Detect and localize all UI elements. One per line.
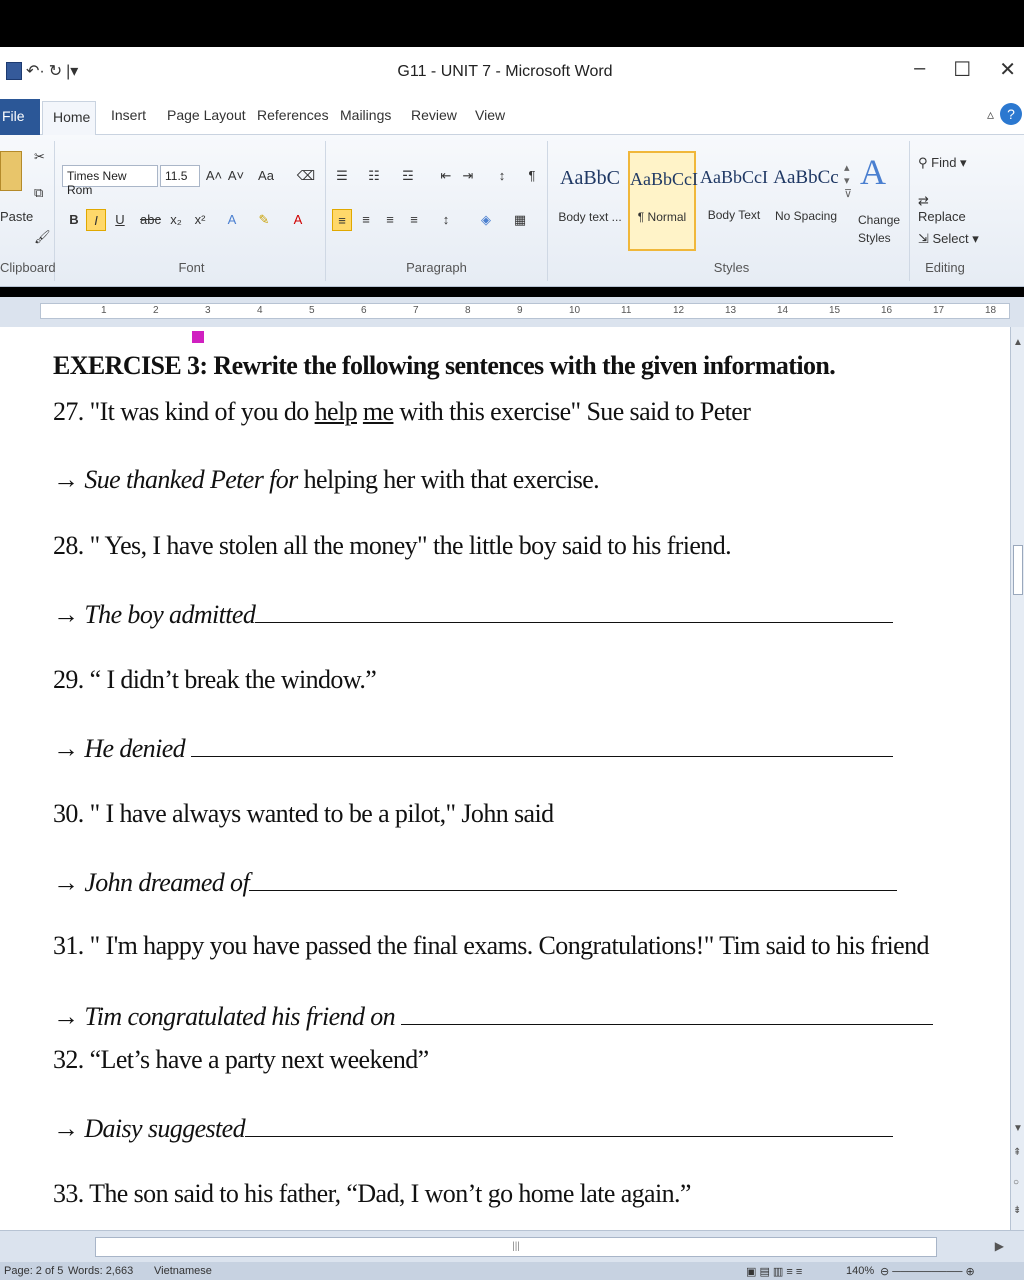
question-27: [53, 397, 750, 427]
style-body-text-1[interactable]: [556, 151, 624, 251]
select-icon: ⇲: [918, 231, 933, 246]
maximize-icon[interactable]: ☐: [953, 59, 972, 81]
clear-formatting-icon[interactable]: ⌫: [296, 168, 316, 183]
ruler-number: 11: [621, 305, 632, 316]
style-name: No Spacing: [774, 209, 838, 223]
previous-page-icon[interactable]: ⇞: [1013, 1147, 1022, 1158]
style-sample: AaBbCcI: [630, 169, 698, 189]
horizontal-ruler[interactable]: [0, 297, 1024, 327]
decrease-indent-icon[interactable]: ⇤: [440, 168, 452, 183]
browse-object-icon[interactable]: ○: [1013, 1177, 1020, 1188]
tab-references[interactable]: References: [257, 107, 329, 123]
group-font: [58, 141, 326, 281]
ribbon: [0, 135, 1024, 287]
styles-scroll-icon[interactable]: ▴ ▾ ⊽: [844, 162, 853, 200]
line-spacing-icon[interactable]: ↕: [442, 212, 450, 227]
borders-icon[interactable]: ▦: [513, 212, 527, 227]
editing-group-label: Editing: [925, 260, 965, 275]
arrow-icon: →: [53, 734, 79, 763]
style-name: Body Text: [707, 208, 761, 222]
increase-indent-icon[interactable]: ⇥: [462, 168, 474, 183]
styles-group-label: Styles: [713, 260, 750, 275]
ruler-number: 15: [829, 305, 841, 316]
binoculars-icon: ⚲: [918, 155, 932, 170]
ruler-number: 12: [673, 305, 685, 316]
view-buttons-icon[interactable]: ▣ ▤ ▥ ≡ ≡: [746, 1266, 803, 1278]
ruler-number: 13: [725, 305, 737, 316]
close-icon[interactable]: ✕: [999, 59, 1016, 81]
tab-view[interactable]: View: [475, 107, 506, 123]
answer-29-prompt: He denied: [84, 734, 186, 763]
q27-text-pre: 27. "It was kind of you do: [53, 397, 315, 426]
answer-28: [53, 597, 893, 630]
underline-icon[interactable]: U: [115, 212, 125, 227]
show-formatting-icon[interactable]: ¶: [528, 168, 536, 183]
paste-icon[interactable]: [0, 151, 22, 191]
status-page[interactable]: Page: 2 of 5: [4, 1265, 64, 1277]
highlight-icon[interactable]: ✎: [258, 212, 270, 227]
sort-icon[interactable]: ↕: [498, 168, 506, 183]
paste-label[interactable]: Paste: [0, 209, 34, 224]
bullets-icon[interactable]: ☰: [336, 168, 348, 183]
arrow-icon: →: [53, 1002, 79, 1031]
numbering-icon[interactable]: ☷: [368, 168, 380, 183]
replace-icon: ⇄: [918, 193, 929, 208]
change-styles-icon[interactable]: A: [860, 152, 886, 192]
shrink-font-icon[interactable]: A˅: [227, 168, 245, 183]
align-right-icon[interactable]: ≡: [386, 212, 394, 227]
bold-icon[interactable]: B: [69, 212, 79, 227]
ruler-number: 10: [569, 305, 581, 316]
replace-label: Replace: [918, 209, 966, 224]
status-words[interactable]: Words: 2,663: [68, 1265, 134, 1277]
answer-27-completion: helping her with that exercise.: [297, 465, 600, 494]
answer-29: [53, 731, 893, 764]
ruler-strip: [40, 303, 1010, 319]
font-name-combo[interactable]: Times New Rom: [62, 165, 158, 187]
zoom-slider[interactable]: ⊖ ───────── ⊕: [880, 1266, 975, 1278]
answer-27-prompt: Sue thanked Peter for: [84, 465, 298, 494]
style-no-spacing[interactable]: [772, 151, 840, 251]
style-name: ¶ Normal: [637, 210, 687, 224]
answer-31-prompt: Tim congratulated his friend on: [84, 1002, 396, 1031]
question-30: 30. " I have always wanted to be a pilot," John said: [53, 799, 554, 828]
find-label: Find: [931, 155, 957, 170]
q27-underlined-word-1: help: [314, 397, 357, 426]
font-group-label: Font: [178, 260, 205, 275]
horizontal-scrollbar[interactable]: [0, 1230, 1024, 1262]
paragraph-group-label: Paragraph: [406, 260, 467, 275]
change-styles-label[interactable]: Change Styles: [858, 213, 901, 245]
redo-icon[interactable]: ↻: [48, 63, 63, 80]
status-language[interactable]: Vietnamese: [154, 1265, 212, 1277]
tab-home[interactable]: Home: [42, 101, 96, 136]
q27-text-post: with this exercise" Sue said to Peter: [393, 397, 751, 426]
tab-review[interactable]: Review: [411, 107, 457, 123]
tab-mailings[interactable]: Mailings: [340, 107, 392, 123]
align-left-icon[interactable]: ≡: [332, 209, 352, 231]
customize-qat-icon[interactable]: |▾: [66, 63, 79, 80]
ruler-number: 14: [777, 305, 789, 316]
group-clipboard: [0, 141, 55, 281]
answer-29-blank[interactable]: [191, 731, 893, 757]
replace-button[interactable]: [918, 193, 980, 224]
next-page-icon[interactable]: ⇟: [1013, 1205, 1022, 1216]
answer-32-blank[interactable]: [245, 1111, 893, 1137]
arrow-icon: →: [53, 868, 79, 897]
ruler-number: 9: [517, 305, 523, 316]
answer-32-prompt: Daisy suggested: [84, 1114, 246, 1143]
subscript-icon[interactable]: x₂: [170, 212, 182, 227]
copy-icon[interactable]: ⧉: [34, 185, 44, 200]
style-sample: AaBbCcI: [700, 167, 768, 187]
q27-underlined-word-2: me: [362, 397, 394, 426]
ribbon-right-controls: [987, 103, 1022, 125]
minimize-ribbon-icon[interactable]: ▵: [986, 105, 994, 122]
group-paragraph: [326, 141, 548, 281]
vertical-scroll-thumb[interactable]: [1013, 545, 1023, 595]
video-letterbox-top: [0, 0, 1024, 47]
vertical-scrollbar[interactable]: [1010, 327, 1024, 1230]
ruler-number: 4: [257, 305, 263, 316]
group-editing: [910, 141, 980, 281]
question-28: 28. " Yes, I have stolen all the money" the little boy said to his friend.: [53, 531, 732, 560]
ruler-number: 7: [413, 305, 419, 316]
cut-icon[interactable]: ✂: [34, 149, 45, 164]
style-name: Body text ...: [558, 210, 622, 224]
ruler-number: 6: [361, 305, 367, 316]
ruler-number: 18: [985, 305, 997, 316]
arrow-icon: →: [53, 465, 79, 494]
window-title: G11 - UNIT 7 - Microsoft Word: [397, 63, 613, 80]
strikethrough-icon[interactable]: abc: [140, 212, 161, 227]
status-bar: [0, 1262, 1024, 1280]
ruler-number: 1: [101, 305, 107, 316]
answer-32: [53, 1111, 893, 1144]
grow-font-icon[interactable]: A˄: [205, 168, 223, 183]
help-icon[interactable]: ?: [1000, 103, 1022, 125]
style-sample: AaBbC: [560, 167, 620, 189]
scroll-down-icon[interactable]: ▼: [1013, 1123, 1023, 1134]
arrow-icon: →: [53, 600, 79, 629]
change-case-icon[interactable]: Aa: [258, 168, 274, 183]
ruler-number: 17: [933, 305, 945, 316]
italic-icon[interactable]: I: [86, 209, 106, 231]
status-zoom[interactable]: 140%: [846, 1265, 875, 1277]
horizontal-scroll-thumb[interactable]: |||: [95, 1237, 937, 1257]
select-button[interactable]: ⇲ Select ▾: [918, 231, 979, 246]
ruler-number: 8: [465, 305, 471, 316]
window-controls: [914, 57, 1016, 82]
tab-page-layout[interactable]: Page Layout: [167, 107, 246, 123]
font-size-combo[interactable]: 11.5: [160, 165, 200, 187]
ruler-number: 5: [309, 305, 315, 316]
undo-icon[interactable]: ↶·: [26, 63, 45, 80]
superscript-icon[interactable]: x²: [194, 212, 206, 227]
style-normal[interactable]: [628, 151, 696, 251]
exercise-heading: EXERCISE 3: Rewrite the following sentences with the given information.: [53, 351, 836, 380]
question-29: 29. “ I didn’t break the window.”: [53, 665, 377, 694]
font-color-icon[interactable]: A: [293, 212, 303, 227]
group-styles: [554, 141, 910, 281]
pink-marker: [192, 331, 204, 343]
question-31: 31. " I'm happy you have passed the final exams. Congratulations!" Tim said to his friend: [53, 931, 929, 960]
answer-30-blank[interactable]: [249, 865, 897, 891]
style-sample: AaBbCc: [773, 167, 839, 188]
arrow-icon: →: [53, 1114, 79, 1143]
answer-27: [53, 465, 599, 495]
minimize-icon[interactable]: –: [914, 57, 926, 79]
select-label: Select: [932, 231, 969, 246]
scroll-up-icon[interactable]: ▲: [1013, 337, 1023, 348]
document-page[interactable]: [0, 327, 1010, 1230]
question-33: 33. The son said to his father, “Dad, I won’t go home late again.”: [53, 1179, 691, 1208]
ruler-number: 16: [881, 305, 893, 316]
answer-31: [53, 999, 933, 1032]
question-32: 32. “Let’s have a party next weekend”: [53, 1045, 429, 1074]
shading-icon[interactable]: ◈: [481, 212, 491, 227]
answer-28-prompt: The boy admitted: [84, 600, 256, 629]
ruler-number: 3: [205, 305, 211, 316]
answer-28-blank[interactable]: [255, 597, 893, 623]
clipboard-group-label: Clipboard: [0, 260, 56, 275]
ruler-number: 2: [153, 305, 159, 316]
answer-31-blank[interactable]: [401, 999, 933, 1025]
scroll-right-icon[interactable]: ▶: [994, 1239, 1004, 1253]
ribbon-tabs: [0, 99, 1024, 135]
answer-30-prompt: John dreamed of: [84, 868, 250, 897]
find-button[interactable]: ⚲ Find ▾: [918, 155, 967, 170]
text-effects-icon[interactable]: A: [227, 212, 237, 227]
format-painter-icon[interactable]: 🖌: [34, 229, 51, 244]
answer-30: [53, 865, 897, 898]
tab-insert[interactable]: Insert: [111, 107, 147, 123]
tab-file[interactable]: File: [0, 99, 40, 135]
justify-icon[interactable]: ≡: [410, 212, 418, 227]
style-body-text-2[interactable]: [700, 151, 768, 251]
title-bar: [0, 47, 1024, 99]
align-center-icon[interactable]: ≡: [362, 212, 370, 227]
multilevel-list-icon[interactable]: ☲: [402, 168, 414, 183]
